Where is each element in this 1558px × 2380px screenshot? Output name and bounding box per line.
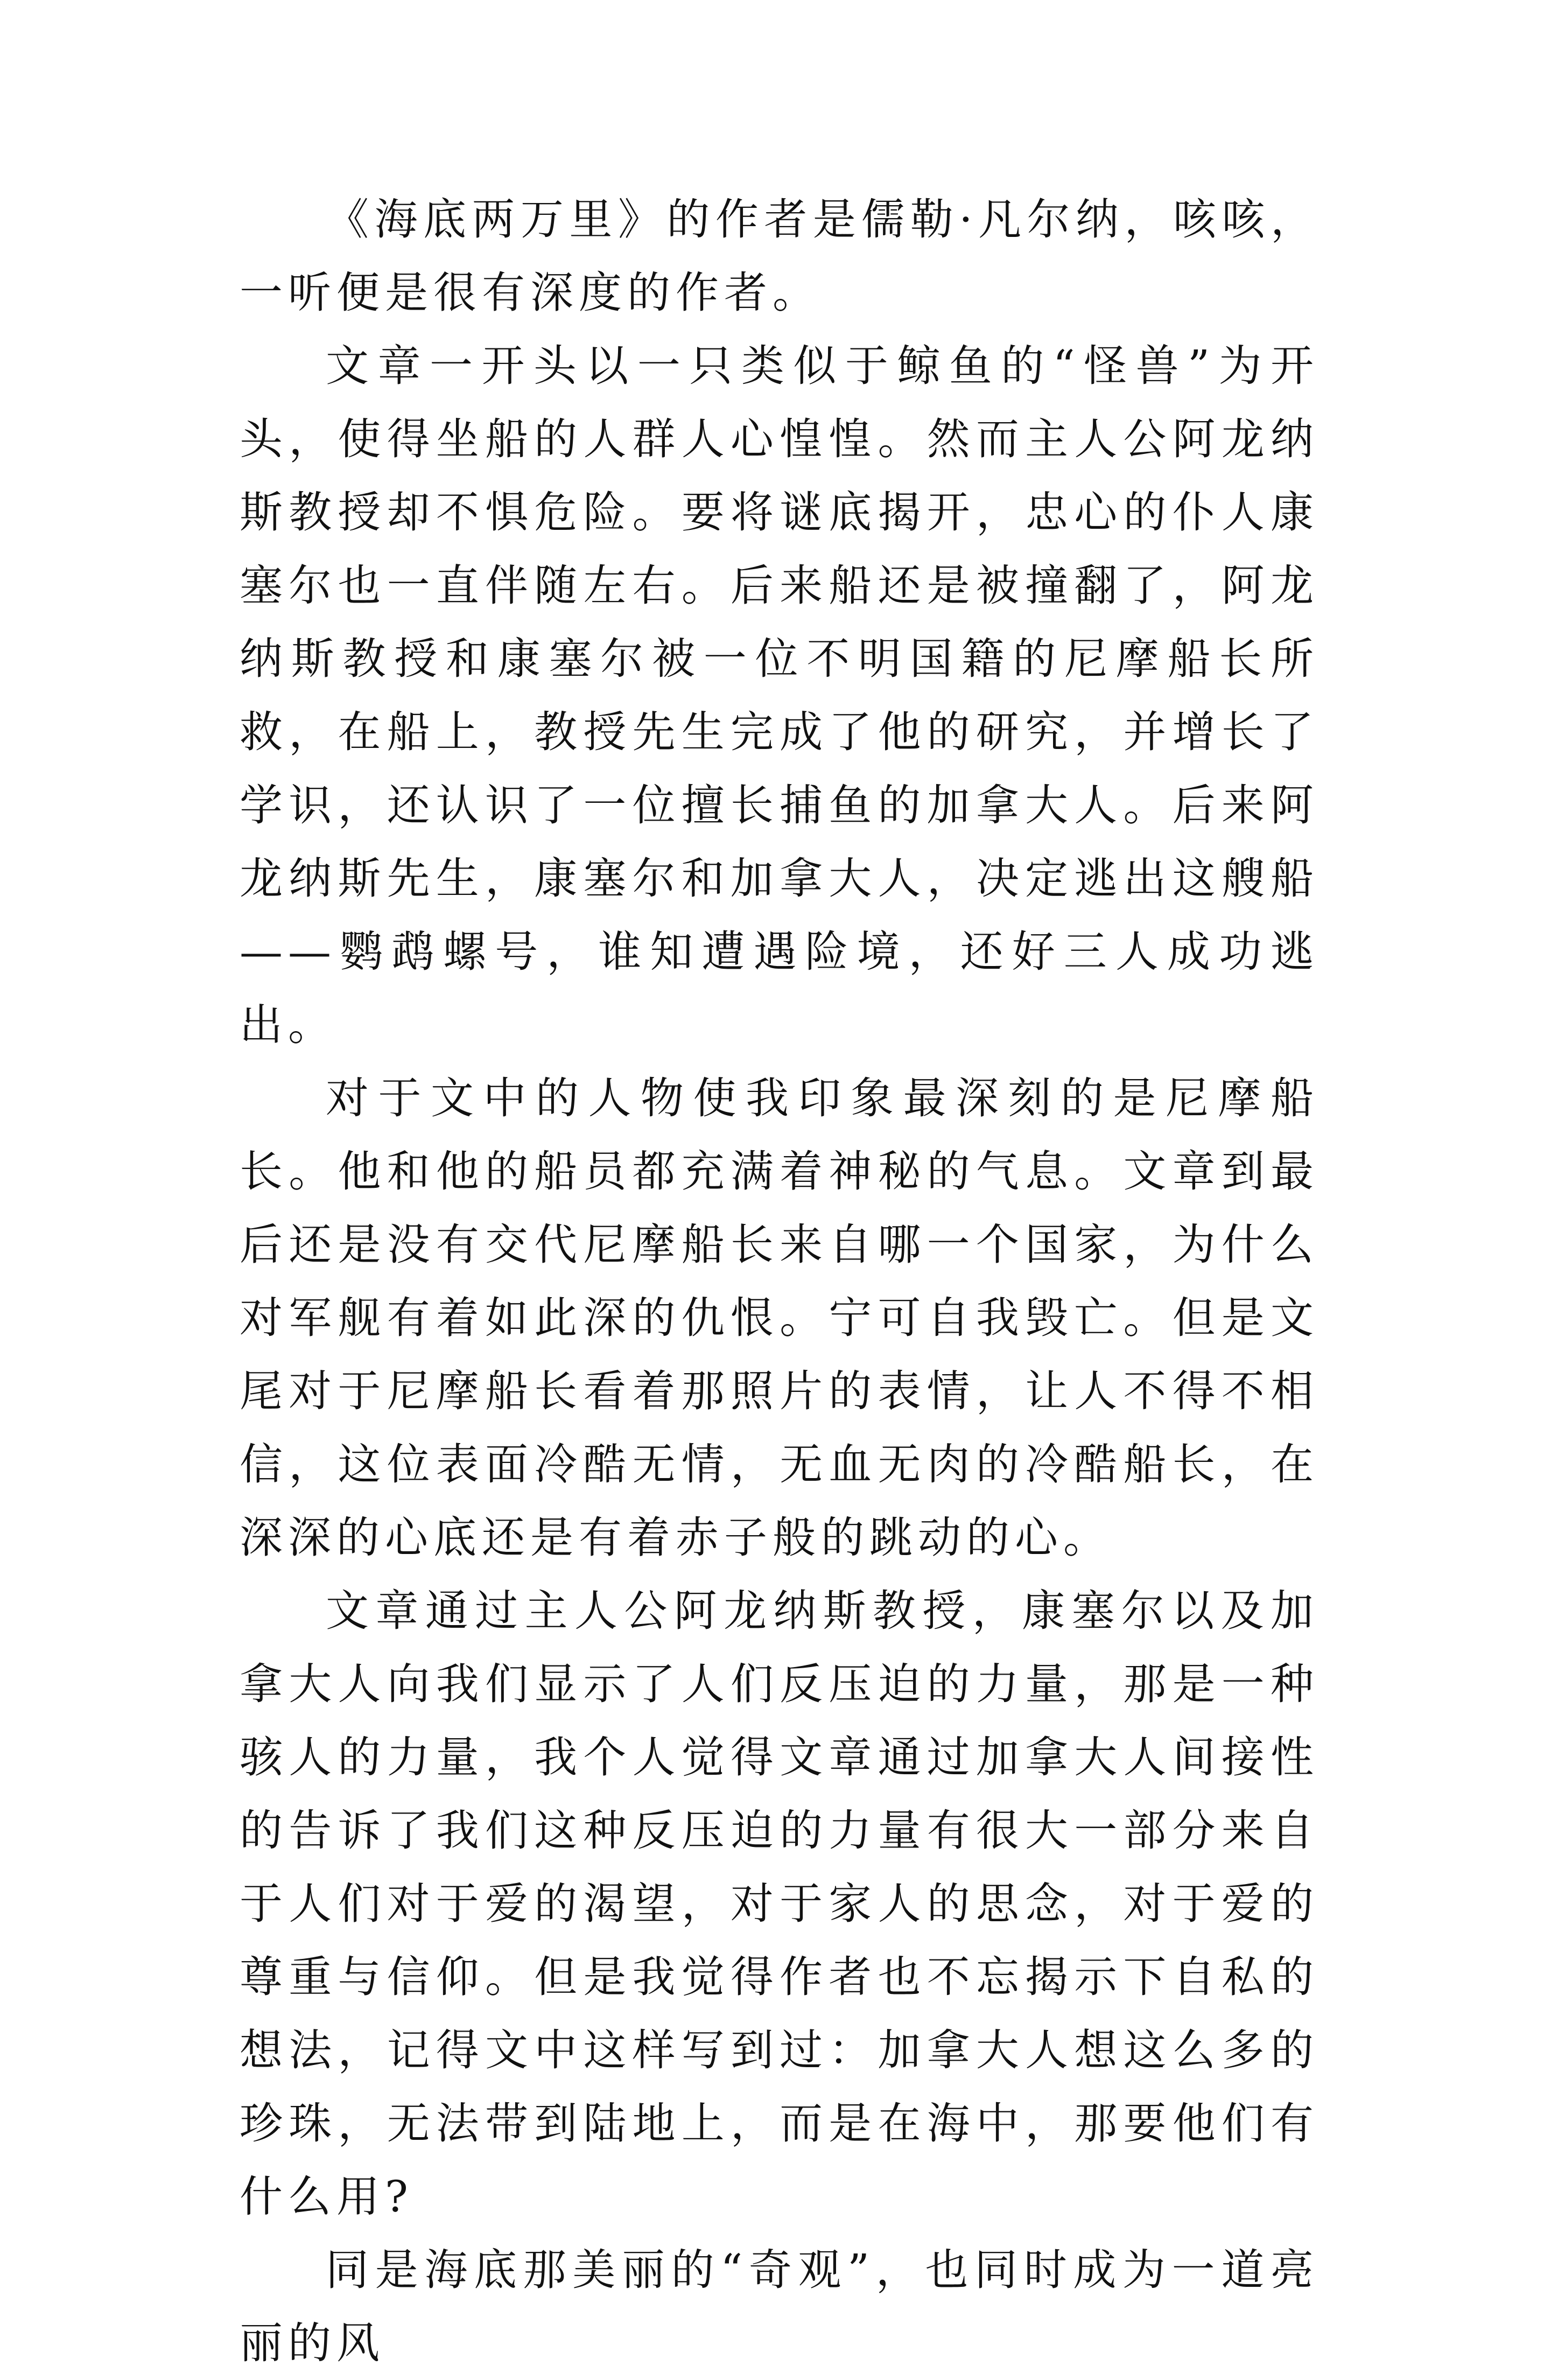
- paragraph-captain-nemo: 对于文中的人物使我印象最深刻的是尼摩船长。他和他的船员都充满着神秘的气息。文章到最后还是没有交代尼摩船长来自哪一个国家，为什么对军舰有着如此深的仇恨。宁可自我毁亡。但是文尾对于尼摩船长看着那照片的表情，让人不得不相信，这位表面冷酷无情，无血无肉的冷酷船长，在深深的心底还是有着赤子般的跳动的心。: [240, 1073, 1319, 1563]
- paragraph-plot-summary: 文章一开头以一只类似于鲸鱼的“怪兽”为开头，使得坐船的人群人心惶惶。然而主人公阿龙纳斯教授却不惧危险。要将谜底揭开，忠心的仆人康塞尔也一直伴随左右。后来船还是被撞翻了，阿龙纳斯教授和康塞尔被一位不明国籍的尼摩船长所救，在船上，教授先生完成了他的研究，并增长了学识，还认识了一位擅长捕鱼的加拿大人。后来阿龙纳斯先生，康塞尔和加拿大人，决定逃出这艘船——鹦鹉螺号，谁知遭遇险境，还好三人成功逃出。: [240, 341, 1319, 1050]
- paragraph-theme: 文章通过主人公阿龙纳斯教授，康塞尔以及加拿大人向我们显示了人们反压迫的力量，那是一种骇人的力量，我个人觉得文章通过加拿大人间接性的告诉了我们这种反压迫的力量有很大一部分来自于人们对于爱的渴望，对于家人的思念，对于爱的尊重与信仰。但是我觉得作者也不忘揭示下自私的想法，记得文中这样写到过：加拿大人想这么多的珍珠，无法带到陆地上，而是在海中，那要他们有什么用?: [240, 1586, 1319, 2222]
- paragraph-author-intro: 《海底两万里》的作者是儒勒·凡尔纳，咳咳，一听便是很有深度的作者。: [240, 194, 1319, 318]
- essay-body: [240, 183, 1319, 2380]
- paragraph-undersea-wonders: 同是海底那美丽的“奇观”，也同时成为一道亮丽的风: [240, 2245, 1319, 2368]
